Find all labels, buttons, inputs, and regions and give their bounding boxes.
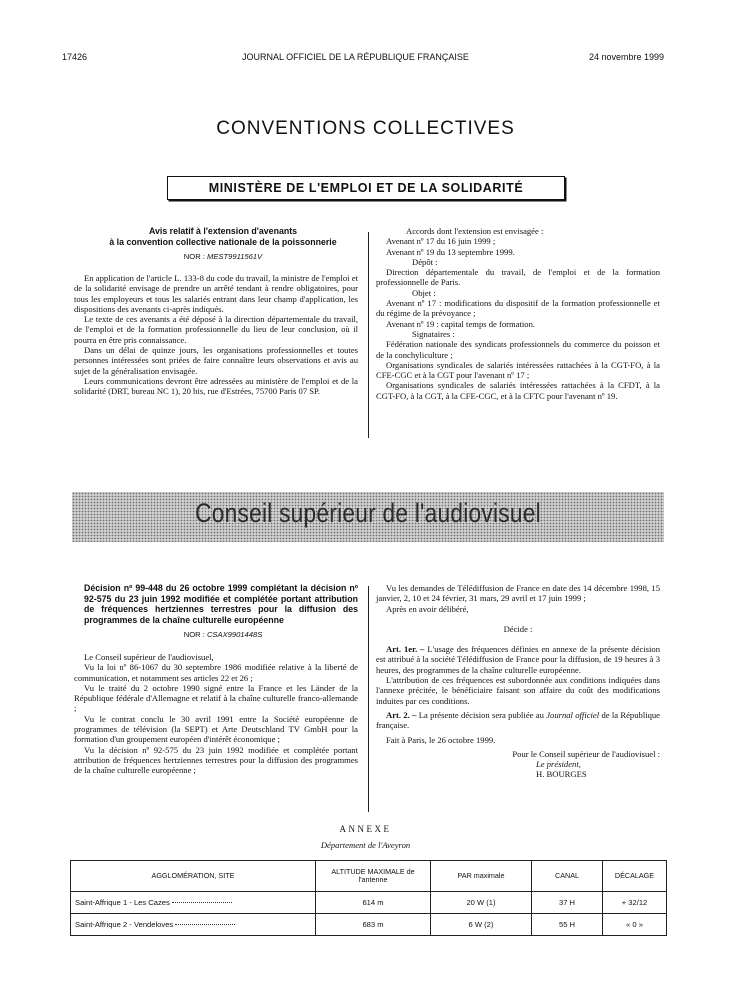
avis-paragraph: Leurs communications devront être adressées au ministère de l'emploi et de la solidarité (DRT, bureau NC 1), 20 bis, rue d'Estrées, 75700 Paris 07 SP.: [74, 375, 358, 397]
table-cell-altitude: 683 m: [316, 914, 431, 936]
signature-for: Pour le Conseil supérieur de l'audiovisuel :: [512, 748, 660, 759]
decision-right-column: [376, 583, 660, 780]
article-2-label: Art. 2. –: [386, 709, 417, 720]
table-cell-canal: 37 H: [532, 892, 603, 914]
banner-title: Conseil supérieur de l'audiovisuel: [195, 498, 541, 528]
decision-nor-code: CSAX9901448S: [206, 630, 263, 639]
avis-right-line: Avenant nº 17 du 16 juin 1999 ;: [386, 236, 496, 247]
avis-right-column: [376, 226, 660, 401]
decision-apres: Après en avoir délibéré,: [386, 603, 469, 614]
decision-decide: Décide :: [503, 623, 533, 634]
leader-dots: [175, 924, 235, 925]
table-cell-par: 6 W (2): [431, 914, 532, 936]
table-row: [71, 914, 667, 936]
table-cell-site: [71, 914, 316, 936]
decision-left-column: [74, 583, 358, 776]
decision-visa: Vu le traité du 2 octobre 1990 signé entre la France et les Länder de la République fédérale d'Allemagne et relatif à la chaîne culturelle franco-allemande ;: [74, 682, 358, 714]
page-number: 17426: [62, 52, 88, 62]
section-title: CONVENTIONS COLLECTIVES: [216, 118, 515, 139]
article-1-label: Art. 1er. –: [386, 644, 425, 655]
table-header-row: [71, 861, 667, 892]
avis-title-line2: à la convention collective nationale de la poissonnerie: [109, 236, 337, 247]
avis-right-heading: Objet :: [412, 287, 436, 298]
avis-nor-code: MEST9911561V: [207, 252, 263, 261]
article-1-text: L'usage des fréquences définies en annexe de la présente décision est attribué à la société Télédiffusion de France pour la diffusion, de 19 heures à 3 heures, des programmes de la chaîne culturelle européenne.: [376, 644, 660, 675]
col-header-site: AGGLOMÉRATION, SITE: [71, 861, 316, 892]
decision-visa: Vu la loi nº 86-1067 du 30 septembre 1986 modifiée relative à la liberté de communication, et notamment ses articles 22 et 26 ;: [74, 662, 358, 683]
avis-right-line: Direction départementale du travail, de l'emploi et de la formation professionnelle de Paris.: [376, 267, 660, 288]
col-header-par: PAR maximale: [431, 861, 532, 892]
fait-a-paris: Fait à Paris, le 26 octobre 1999.: [386, 734, 496, 745]
signature-title: [376, 759, 660, 769]
table-cell-decalage: + 32/12: [603, 892, 667, 914]
table-cell-altitude: 614 m: [316, 892, 431, 914]
avis-right-line: Organisations syndicales de salariés intéressées rattachées à la CGT-FO, à la CFE-CGC et à la CGT pour l'avenant nº 17 ;: [376, 359, 660, 381]
avis-paragraph: Dans un délai de quinze jours, les organisations professionnelles et toutes personnes intéressées sont priées de faire connaître leurs observations et avis au sujet de la généralisation envisagée.: [74, 345, 358, 376]
decision-visa: Le Conseil supérieur de l'audiovisuel,: [84, 652, 214, 662]
article-1: [376, 644, 660, 675]
section-banner: [72, 492, 664, 542]
journal-title: JOURNAL OFFICIEL DE LA RÉPUBLIQUE FRANÇAISE: [242, 52, 469, 62]
avis-right-line: Avenant nº 17 : modifications du dispositif de la formation professionnelle et du régime de la prévoyance ;: [376, 298, 660, 319]
article-2-text-b: de la République française.: [376, 709, 661, 731]
avis-right-line: Accords dont l'extension est envisagée :: [406, 226, 544, 236]
avis-right-line: Avenant nº 19 : capital temps de formation.: [386, 318, 536, 329]
site-name: Saint-Affrique 2 - Vendeloves: [75, 920, 174, 929]
avis-right-line: Avenant nº 19 du 13 septembre 1999.: [386, 246, 515, 257]
table-cell-decalage: « 0 »: [603, 914, 667, 936]
page-date: 24 novembre 1999: [589, 52, 665, 62]
site-name: Saint-Affrique 1 - Les Cazes: [75, 898, 170, 907]
avis-left-column: [74, 226, 358, 397]
avis-paragraph: Le texte de ces avenants a été déposé à la direction départementale du travail, de l'emploi et de la formation professionnelle du lieu de leur conclusion, où il pourra en être pris connaissance.: [74, 314, 358, 345]
leader-dots: [172, 902, 232, 903]
avis-title-line1: Avis relatif à l'extension d'avenants: [148, 226, 298, 236]
annexe-title: ANNEXE: [339, 824, 392, 834]
column-divider: [368, 232, 369, 438]
signature-name: H. BOURGES: [536, 769, 587, 780]
article-2: [376, 710, 660, 731]
avis-right-heading: Dépôt :: [412, 256, 438, 267]
decision-visa: Vu la décision nº 92-575 du 23 juin 1992 modifiée et complétée portant attribution de fréquences hertziennes terrestres pour la diffusion des programmes de la chaîne culturelle européenne ;: [74, 744, 358, 776]
decision-visa: Vu les demandes de Télédiffusion de France en date des 14 décembre 1998, 15 janvier, 2, 10 et 24 février, 31 mars, 29 avril et 17 juin 1999 ;: [376, 583, 660, 604]
col-header-decalage: DÉCALAGE: [603, 861, 667, 892]
table-cell-canal: 55 H: [532, 914, 603, 936]
annexe-subtitle: Département de l'Aveyron: [320, 840, 411, 850]
avis-nor-label: NOR :: [183, 252, 205, 261]
frequency-table: [70, 860, 667, 936]
article-1-para2: L'attribution de ces fréquences est subordonnée aux conditions indiquées dans l'annexe précitée, le bénéficiaire faisant son affaire du coût des modifications induites par ces conditions.: [376, 675, 660, 706]
avis-right-line: Organisations syndicales de salariés intéressées rattachées à la CFDT, à la CGT-FO, à la CGT, à la CFE-CGC, et à la CFTC pour l'avenant nº 19.: [376, 380, 660, 401]
decision-nor: [88, 630, 358, 639]
decision-visa: Vu le contrat conclu le 30 avril 1991 entre la Société européenne de programmes de télévision (la SEPT) et Arte Deutschland TV GmbH pour la formation d'un groupement européen d'intérêt économique ;: [74, 713, 358, 745]
article-2-text-a: La présente décision sera publiée au: [418, 709, 547, 720]
avis-right-heading: Signataires :: [412, 328, 455, 339]
journal-officiel: Journal officiel: [546, 709, 600, 720]
col-header-canal: CANAL: [532, 861, 603, 892]
ministry-box: MINISTÈRE DE L'EMPLOI ET DE LA SOLIDARITÉ: [167, 176, 565, 200]
table-cell-site: [71, 892, 316, 914]
decision-nor-label: NOR :: [183, 630, 205, 639]
column-divider: [368, 586, 369, 812]
decision-title: Décision nº 99-448 du 26 octobre 1999 complétant la décision nº 92-575 du 23 juin 1992 modifiée et complétée portant attribution de fréquences hertziennes terrestres pour la diffusion des programmes de la chaîne culturelle européenne: [84, 583, 358, 625]
table-row: [71, 892, 667, 914]
col-header-altitude: ALTITUDE MAXIMALE de l'antenne: [316, 861, 431, 892]
avis-nor: [88, 252, 358, 261]
avis-paragraph: En application de l'article L. 133-8 du code du travail, la ministre de l'emploi et de la solidarité envisage de prendre un arrêté tendant à rendre obligatoires, pour tous les employeurs et tous les salariés entrant dans leur champ d'application, les dispositions des avenants ci-après indiqués.: [74, 273, 358, 314]
signature-title-text: Le président,: [536, 759, 581, 770]
avis-right-line: Fédération nationale des syndicats professionnels du commerce du poisson et de la conchyliculture ;: [376, 339, 660, 360]
table-cell-par: 20 W (1): [431, 892, 532, 914]
